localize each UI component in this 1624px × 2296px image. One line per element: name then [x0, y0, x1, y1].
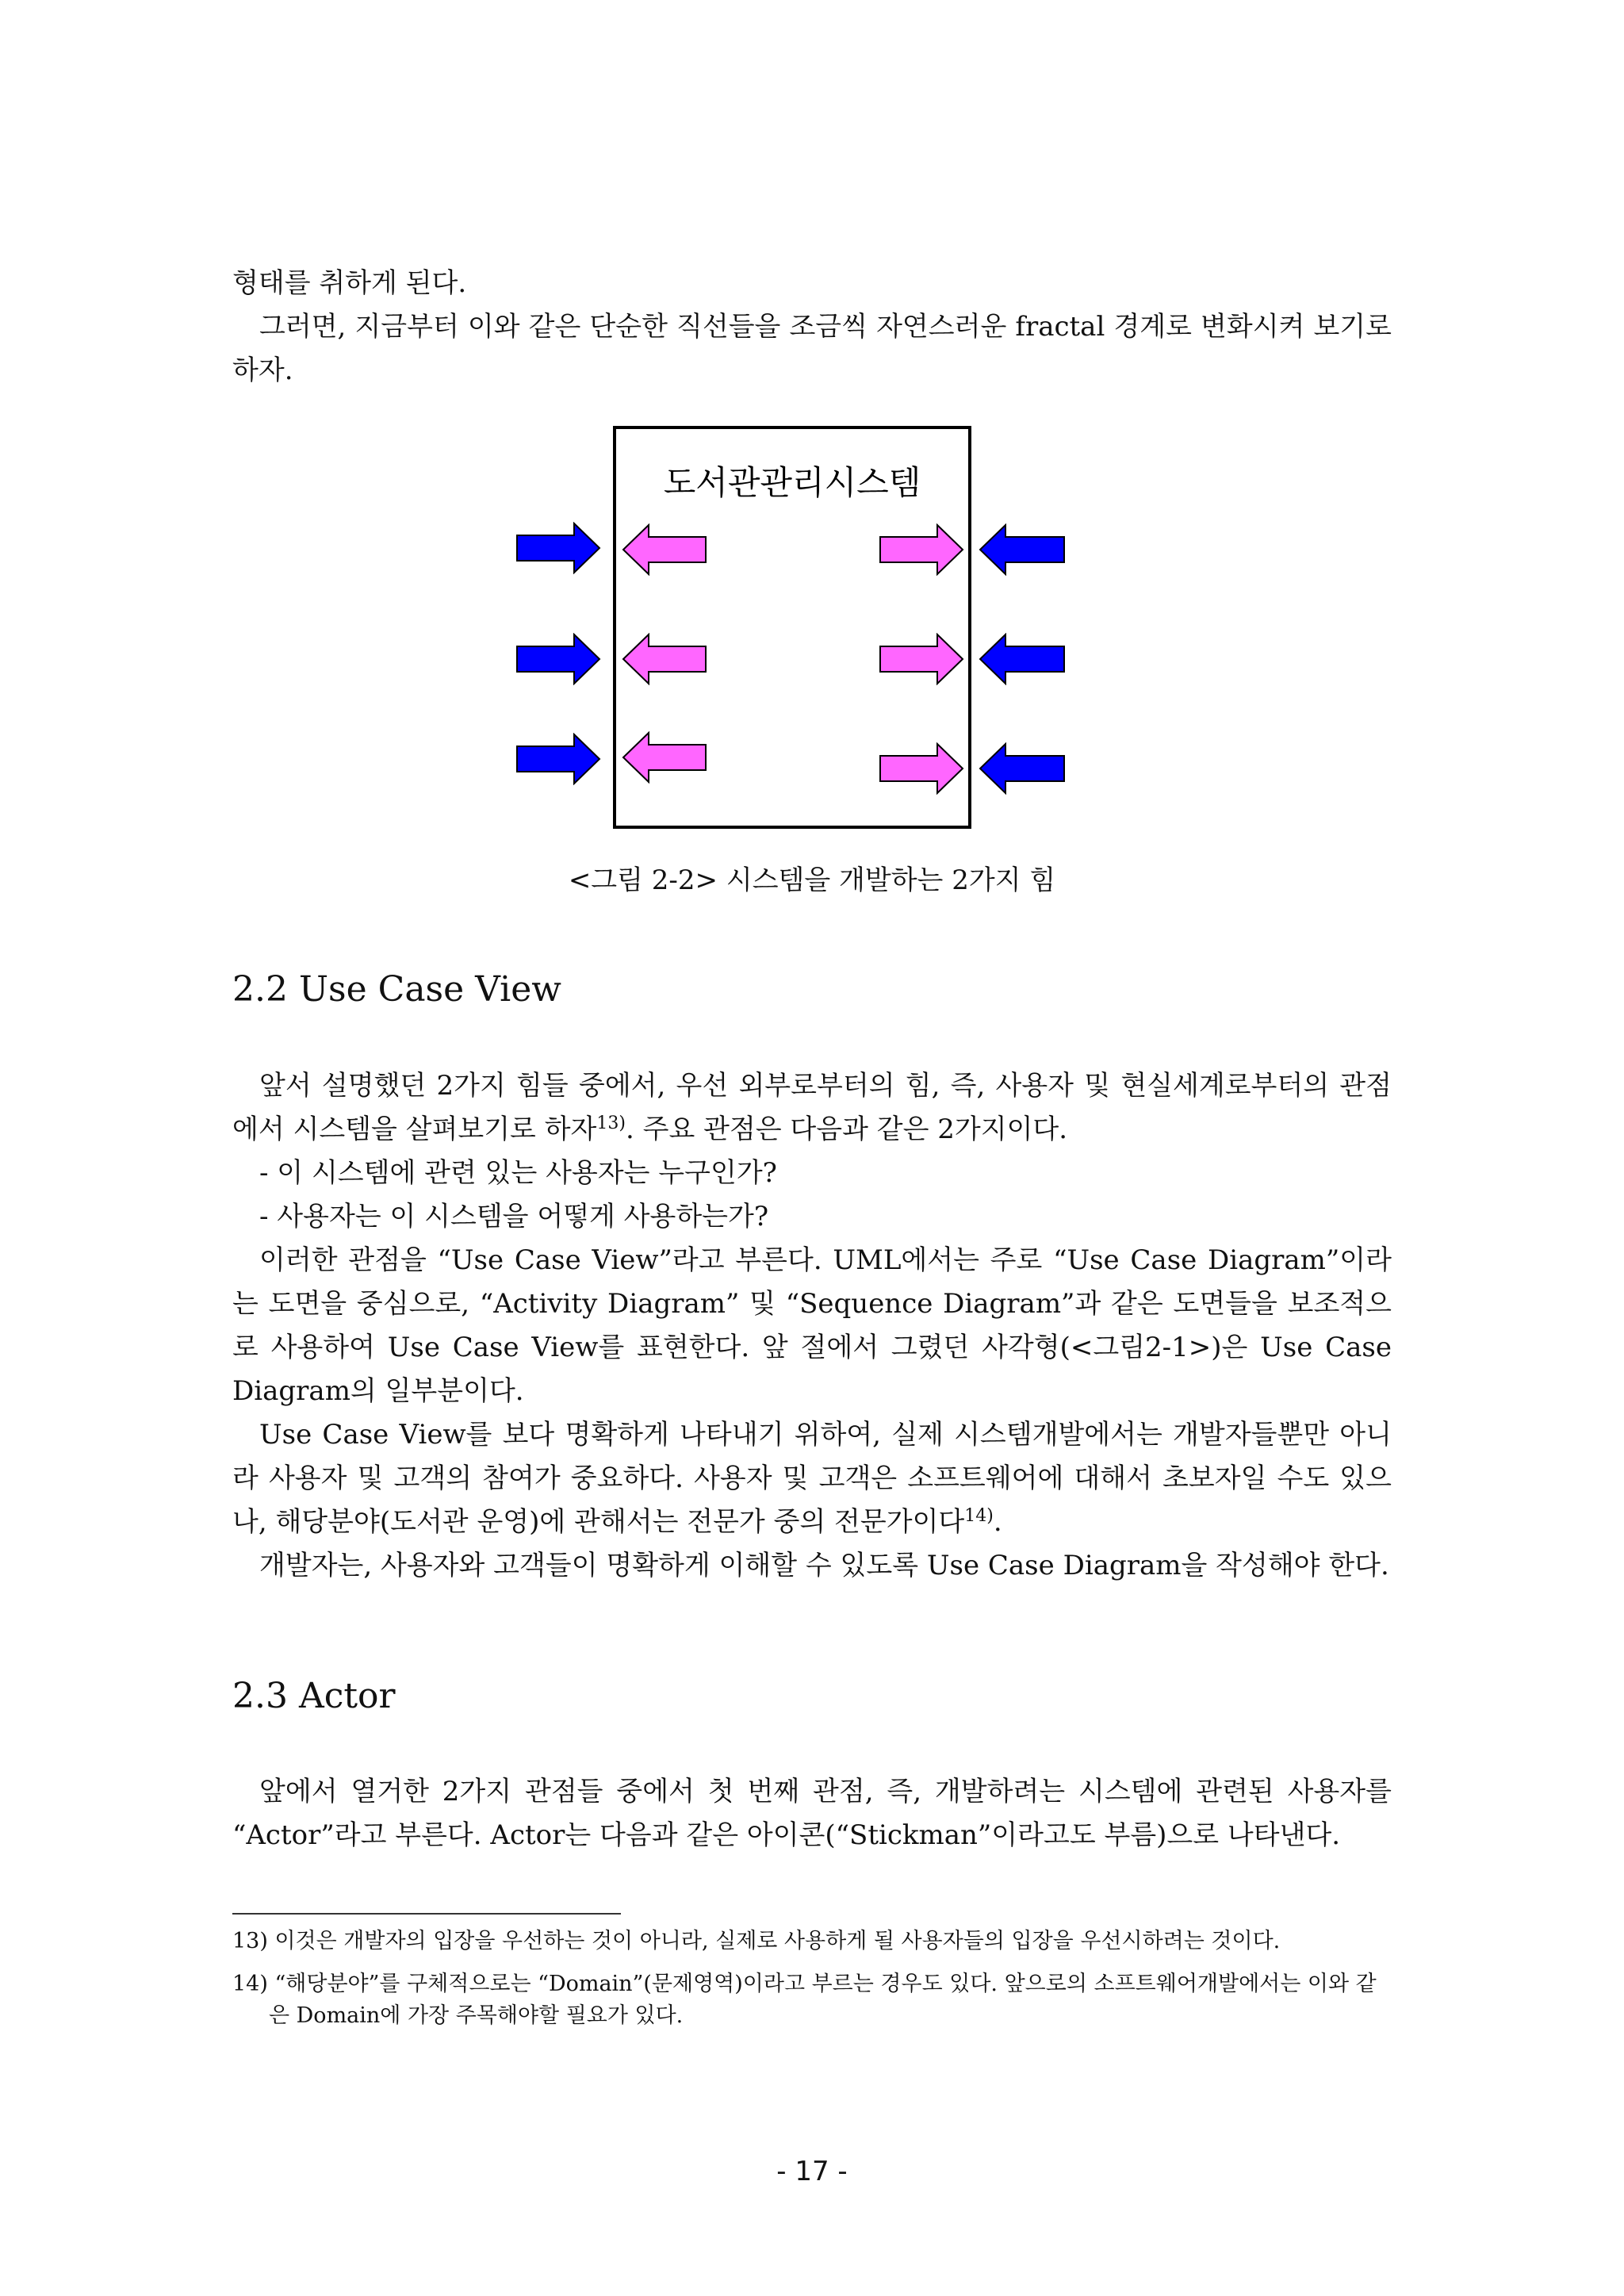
outer-arrow-right-2	[977, 633, 1066, 685]
use-case-p1-tail: . 주요 관점은 다음과 같은 2가지이다.	[625, 1114, 1068, 1145]
bullet-question-2: - 사용자는 이 시스템을 어떻게 사용하는가?	[259, 1201, 769, 1232]
use-case-paragraph-3	[232, 1413, 1392, 1544]
inner-arrow-left-1	[620, 523, 707, 576]
inner-arrow-right-2	[879, 633, 966, 685]
system-box-title: 도서관관리시스템	[663, 463, 921, 502]
section-heading-actor: 2.3 Actor	[232, 1676, 396, 1716]
actor-paragraph-1: 앞에서 열거한 2가지 관점들 중에서 첫 번째 관점, 즉, 개발하려는 시스템에 관련된 사용자를 “Actor”라고 부른다. Actor는 다음과 같은 아이콘(“Stickman”이라고도 부름)으로 나타낸다.	[232, 1776, 1392, 1851]
footnote-ref-14: 14)	[964, 1506, 994, 1526]
footnote-13: 13) 이것은 개발자의 입장을 우선하는 것이 아니라, 실제로 사용하게 될 사용자들의 입장을 우선시하려는 것이다.	[232, 1929, 1281, 1953]
footnote-ref-13: 13)	[596, 1114, 626, 1133]
outer-arrow-right-3	[977, 742, 1066, 795]
figure-caption: <그림 2-2> 시스템을 개발하는 2가지 힘	[568, 864, 1056, 896]
inner-arrow-right-3	[879, 742, 966, 795]
intro-paragraph-2: 그러면, 지금부터 이와 같은 단순한 직선들을 조금씩 자연스러운 fractal 경계로 변화시켜 보기로 하자.	[232, 311, 1392, 386]
figure-two-forces	[508, 420, 1078, 841]
footnote-14: 14) “해당분야”를 구체적으로는 “Domain”(문제영역)이라고 부르는 경우도 있다. 앞으로의 소프트웨어개발에서는 이와 같은 Domain에 가장 주목해야할 필요가 있다.	[232, 1972, 1377, 2028]
use-case-p3-tail: .	[993, 1506, 1002, 1538]
section-heading-use-case-view: 2.2 Use Case View	[232, 969, 561, 1010]
inner-arrow-right-1	[879, 523, 966, 576]
footnote-separator	[232, 1913, 621, 1915]
outer-arrow-left-3	[515, 733, 603, 785]
inner-arrow-left-3	[620, 731, 707, 784]
use-case-paragraph-2: 이러한 관점을 “Use Case View”라고 부른다. UML에서는 주로 “Use Case Diagram”이라는 도면을 중심으로, “Activity Diagram” 및 “Sequence Diagram”과 같은 도면들을 보조적으로 사용하여 Use Case View를 표현한다. 앞 절에서 그렸던 사각형(<그림2-1>)은 Use Case Diagram의 일부분이다.	[232, 1244, 1392, 1407]
use-case-paragraph-1	[232, 1064, 1392, 1152]
intro-text	[232, 262, 1392, 393]
outer-arrow-left-1	[515, 522, 603, 574]
page-number: - 17 -	[776, 2156, 848, 2187]
use-case-p3-text: Use Case View를 보다 명확하게 나타내기 위하여, 실제 시스템개발에서는 개발자들뿐만 아니라 사용자 및 고객의 참여가 중요하다. 사용자 및 고객은 소프트웨어에 대해서 초보자일 수도 있으나, 해당분야(도서관 운영)에 관해서는 전문가 중의 전문가이다	[232, 1419, 1392, 1538]
footnotes	[232, 1926, 1392, 2032]
section-actor-body	[232, 1770, 1392, 1857]
intro-paragraph-1: 형태를 취하게 된다.	[232, 267, 467, 299]
use-case-p1-text: 앞서 설명했던 2가지 힘들 중에서, 우선 외부로부터의 힘, 즉, 사용자 및 현실세계로부터의 관점에서 시스템을 살펴보기로 하자	[232, 1070, 1392, 1145]
outer-arrow-left-2	[515, 633, 603, 685]
bullet-question-1: - 이 시스템에 관련 있는 사용자는 누구인가?	[259, 1157, 777, 1189]
section-use-case-view-body	[232, 1064, 1392, 1588]
inner-arrow-left-2	[620, 633, 707, 685]
use-case-paragraph-4: 개발자는, 사용자와 고객들이 명확하게 이해할 수 있도록 Use Case Diagram을 작성해야 한다.	[259, 1550, 1389, 1581]
outer-arrow-right-1	[977, 523, 1066, 576]
